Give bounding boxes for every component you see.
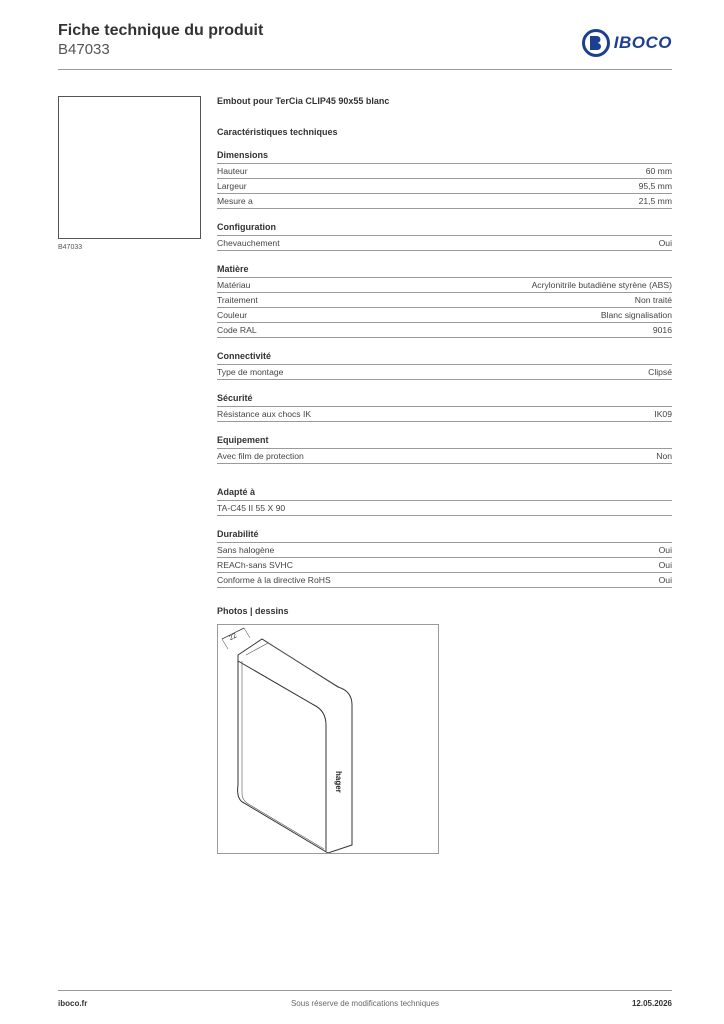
section-title: Matière: [217, 263, 672, 278]
spec-content: [217, 96, 672, 854]
spec-row: [217, 449, 672, 464]
brand-mark: hager: [334, 771, 343, 793]
spec-sections: [217, 149, 672, 464]
spec-value: 9016: [652, 325, 672, 335]
spec-section: [217, 221, 672, 251]
section-title: Equipement: [217, 434, 672, 449]
dimension-label: 22: [227, 632, 239, 643]
spec-value: Clipsé: [648, 367, 672, 377]
spec-label: Chevauchement: [217, 238, 280, 248]
spec-value: Oui: [658, 575, 672, 585]
section-title: Configuration: [217, 221, 672, 236]
spec-label: Sans halogène: [217, 545, 275, 555]
spec-row: [217, 293, 672, 308]
iboco-logo: [582, 28, 672, 58]
product-name: Embout pour TerCia CLIP45 90x55 blanc: [217, 96, 390, 106]
spec-value: 95,5 mm: [638, 181, 672, 191]
spec-label: REACh-sans SVHC: [217, 560, 293, 570]
spec-row: [217, 179, 672, 194]
spec-value: Oui: [658, 238, 672, 248]
spec-label: Couleur: [217, 310, 248, 320]
drawing-svg: [218, 625, 438, 853]
photos-heading: Photos | dessins: [217, 606, 289, 616]
footer-website: iboco.fr: [58, 999, 88, 1008]
iboco-logo-icon: [582, 29, 610, 57]
spec-label: Code RAL: [217, 325, 257, 335]
spec-value: IK09: [654, 409, 672, 419]
spec-row: [217, 308, 672, 323]
product-code: B47033: [58, 41, 110, 58]
spec-row: [217, 501, 672, 516]
spec-label: Mesure a: [217, 196, 253, 206]
section-title: Durabilité: [217, 528, 672, 543]
page-header: [58, 22, 672, 70]
spec-row: [217, 543, 672, 558]
spec-value: Oui: [658, 560, 672, 570]
spec-value: Acrylonitrile butadiène styrène (ABS): [531, 280, 672, 290]
spec-value: Oui: [658, 545, 672, 555]
adapted-section: [217, 486, 672, 516]
spec-label: Avec film de protection: [217, 451, 304, 461]
durability-section: [217, 528, 672, 588]
spec-value: 60 mm: [645, 166, 672, 176]
spec-row: [217, 407, 672, 422]
spec-row: [217, 558, 672, 573]
spec-label: Résistance aux chocs IK: [217, 409, 312, 419]
spec-section: [217, 350, 672, 380]
spec-section: [217, 263, 672, 338]
document-title: Fiche technique du produit: [58, 22, 264, 39]
section-title: Connectivité: [217, 350, 672, 365]
spec-value: Non: [656, 451, 672, 461]
section-title: Adapté à: [217, 486, 672, 501]
page-footer: [58, 990, 672, 1010]
footer-date: 12.05.2026: [631, 999, 672, 1008]
spec-row: [217, 164, 672, 179]
spec-label: Type de montage: [217, 367, 284, 377]
spec-value: 21,5 mm: [638, 196, 672, 206]
spec-row: [217, 323, 672, 338]
spec-label: Largeur: [217, 181, 247, 191]
section-title: Dimensions: [217, 149, 672, 164]
section-title: Sécurité: [217, 392, 672, 407]
spec-row: [217, 236, 672, 251]
spec-label: TA-C45 II 55 X 90: [217, 503, 286, 513]
spec-label: Matériau: [217, 280, 251, 290]
spec-row: [217, 278, 672, 293]
spec-section: [217, 149, 672, 209]
product-drawing: [217, 624, 439, 854]
footer-notice: Sous réserve de modifications techniques: [290, 999, 440, 1008]
spec-value: Blanc signalisation: [600, 310, 672, 320]
spec-section: [217, 392, 672, 422]
spec-heading: Caractéristiques techniques: [217, 127, 338, 137]
logo-wordmark: IBOCO: [613, 33, 672, 52]
spec-row: [217, 365, 672, 380]
product-thumbnail: [58, 96, 201, 239]
spec-label: Hauteur: [217, 166, 248, 176]
spec-row: [217, 573, 672, 588]
spec-section: [217, 434, 672, 464]
spec-label: Conforme à la directive RoHS: [217, 575, 331, 585]
spec-value: Non traité: [634, 295, 672, 305]
spec-row: [217, 194, 672, 209]
spec-label: Traitement: [217, 295, 258, 305]
thumbnail-caption: B47033: [58, 244, 83, 251]
